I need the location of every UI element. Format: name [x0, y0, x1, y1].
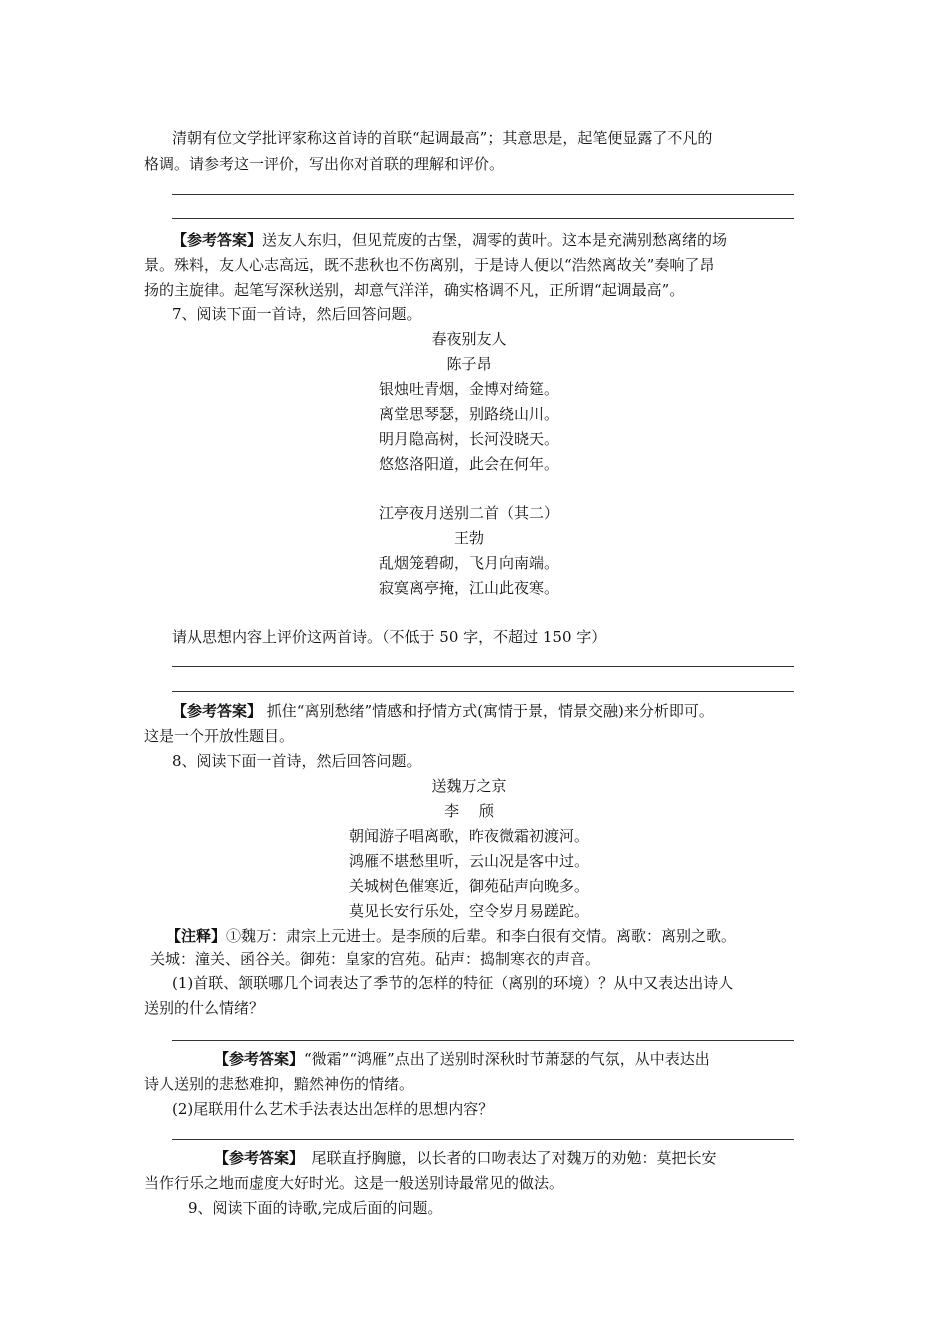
question-8-heading: 8、阅读下面一首诗，然后回答问题。 — [172, 752, 422, 770]
poem-line: 莫见长安行乐处，空令岁月易蹉跎。 — [348, 902, 589, 920]
poem-line: 明月隐高树，长河没晓天。 — [378, 430, 559, 448]
poem-author: 李 颀 — [444, 802, 494, 820]
poem-line: 悠悠洛阳道，此会在何年。 — [378, 455, 559, 473]
answer-8-2-line-1: 【参考答案】 尾联直抒胸臆，以长者的口吻表达了对魏万的劝勉：莫把长安 — [214, 1149, 717, 1167]
note-label: 【注释】 — [166, 927, 227, 945]
poem-author: 王勃 — [453, 529, 484, 547]
intro-line-1: 清朝有位文学批评家称这首诗的首联“起调最高”；其意思是，起笔便显露了不凡的 — [172, 129, 713, 147]
answer-7-line-1: 【参考答案】 抓住“离别愁绪”情感和抒情方式(寓情于景，情景交融)来分析即可。 — [172, 702, 714, 720]
intro-line-2: 格调。请参考这一评价，写出你对首联的理解和评价。 — [144, 155, 505, 173]
answer-blank-line — [172, 218, 794, 219]
question-7-prompt: 请从思想内容上评价这两首诗。（不低于 50 字，不超过 150 字） — [172, 628, 607, 646]
poem-line: 关城树色催寒近，御苑砧声向晚多。 — [348, 877, 589, 895]
poem-line: 寂寞离亭掩，江山此夜寒。 — [378, 579, 559, 597]
answer-label: 【参考答案】 — [172, 231, 263, 249]
poem-line: 银烛吐青烟，金博对绮筵。 — [378, 380, 559, 398]
question-9-heading: 9、阅读下面的诗歌,完成后面的问题。 — [188, 1199, 443, 1217]
note-line-2: 关城：潼关、函谷关。御苑：皇家的宫苑。砧声：捣制寒衣的声音。 — [150, 950, 601, 968]
question-7-heading: 7、阅读下面一首诗，然后回答问题。 — [172, 305, 422, 323]
poem-title: 江亭夜月送别二首（其二） — [378, 504, 559, 522]
answer-blank-line — [172, 1040, 794, 1041]
answer-label: 【参考答案】 — [172, 702, 263, 720]
answer-blank-line — [172, 1139, 794, 1140]
answer-6-line-3: 扬的主旋律。起笔写深秋送别，却意气洋洋，确实格调不凡，正所谓“起调最高”。 — [144, 281, 685, 299]
question-8-1-line-2: 送别的什么情绪？ — [144, 999, 265, 1017]
answer-6-line-1: 【参考答案】送友人东归，但见荒废的古堡，凋零的黄叶。这本是充满别愁离绪的场 — [172, 231, 728, 249]
poem-title: 春夜别友人 — [431, 330, 507, 348]
note-line-1: 【注释】①魏万：肃宗上元进士。是李颀的后辈。和李白很有交情。离歌：离别之歌。 — [166, 927, 737, 945]
answer-8-1-line-2: 诗人送别的悲愁难抑，黯然神伤的情绪。 — [144, 1075, 415, 1093]
answer-8-1-line-1: 【参考答案】“微霜”“鸿雁”点出了送别时深秋时节萧瑟的气氛，从中表达出 — [214, 1050, 710, 1068]
answer-label: 【参考答案】 — [214, 1149, 297, 1167]
answer-blank-line — [172, 194, 794, 195]
question-8-1-line-1: (1)首联、颔联哪几个词表达了季节的怎样的特征（离别的环境）？从中又表达出诗人 — [172, 974, 734, 992]
question-8-2: (2)尾联用什么艺术手法表达出怎样的思想内容？ — [172, 1100, 494, 1118]
answer-blank-line — [172, 666, 794, 667]
answer-7-line-2: 这是一个开放性题目。 — [144, 727, 295, 745]
answer-blank-line — [172, 691, 794, 692]
poem-line: 乱烟笼碧砌，飞月向南端。 — [378, 554, 559, 572]
poem-line: 鸿雁不堪愁里听，云山况是客中过。 — [348, 852, 589, 870]
answer-label: 【参考答案】 — [214, 1050, 305, 1068]
poem-title: 送魏万之京 — [431, 777, 507, 795]
poem-line: 朝闻游子唱离歌，昨夜微霜初渡河。 — [348, 827, 589, 845]
poem-author: 陈子昂 — [446, 355, 492, 373]
answer-6-line-2: 景。殊料，友人心志高远，既不悲秋也不伤离别，于是诗人便以“浩然离故关”奏响了昂 — [144, 256, 715, 274]
poem-line: 离堂思琴瑟，别路绕山川。 — [378, 405, 559, 423]
answer-8-2-line-2: 当作行乐之地而虚度大好时光。这是一般送别诗最常见的做法。 — [144, 1174, 565, 1192]
